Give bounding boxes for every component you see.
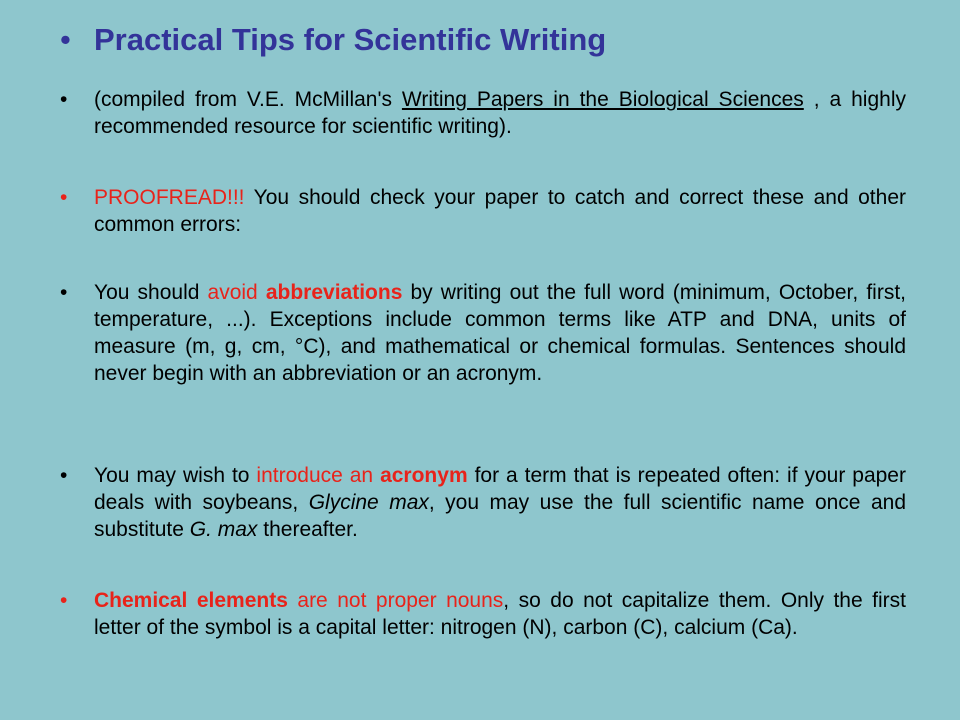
- proofread-emphasis: PROOFREAD!!!: [94, 186, 245, 209]
- slide-title: [60, 20, 906, 60]
- title-text: Practical Tips for Scientific Writing: [94, 22, 607, 57]
- abbreviations-text: You should avoid abbreviations by writing out the full word (minimum, October, first, temperature, ...). Exceptions include common terms like ATP and DNA, units of measure (m, g, cm, °C), and mathematical or chemical formulas. Sentences should never begin with an abbreviation or an acronym.: [94, 281, 906, 385]
- proofread-text: PROOFREAD!!! You should check your paper to catch and correct these and other common errors:: [94, 186, 906, 236]
- species-name: Glycine max: [308, 491, 429, 514]
- bullet-proofread: [60, 184, 906, 238]
- bullet-acronym: [60, 462, 906, 543]
- bullet-icon: •: [60, 281, 68, 304]
- abbreviations-word: abbreviations: [265, 281, 403, 304]
- bullet-icon: •: [60, 186, 68, 209]
- bullet-icon: •: [60, 22, 71, 57]
- avoid-word: avoid: [207, 281, 258, 304]
- bullet-icon: •: [60, 88, 68, 111]
- bullet-citation: [60, 86, 906, 140]
- chemical-elements-phrase: Chemical elements: [94, 589, 288, 612]
- chemical-elements-text: Chemical elements are not proper nouns, so do not capitalize them. Only the first letter of the symbol is a capital letter: nitrogen (N), carbon (C), calcium (Ca).: [94, 589, 906, 639]
- citation-text: (compiled from V.E. McMillan's Writing Papers in the Biological Sciences , a highly recommended resource for scientific writing).: [94, 88, 906, 138]
- species-abbrev: G. max: [189, 518, 258, 541]
- bullet-icon: •: [60, 589, 68, 612]
- acronym-text: You may wish to introduce an acronym for a term that is repeated often: if your paper deals with soybeans, Glycine max, you may use the full scientific name once and substitute G. max thereafter.: [94, 464, 906, 541]
- book-title: Writing Papers in the Biological Sciences: [401, 88, 804, 111]
- bullet-abbreviations: [60, 279, 906, 387]
- introduce-phrase: introduce an: [256, 464, 374, 487]
- bullet-icon: •: [60, 464, 68, 487]
- bullet-chemical-elements: [60, 587, 906, 641]
- acronym-word: acronym: [380, 464, 468, 487]
